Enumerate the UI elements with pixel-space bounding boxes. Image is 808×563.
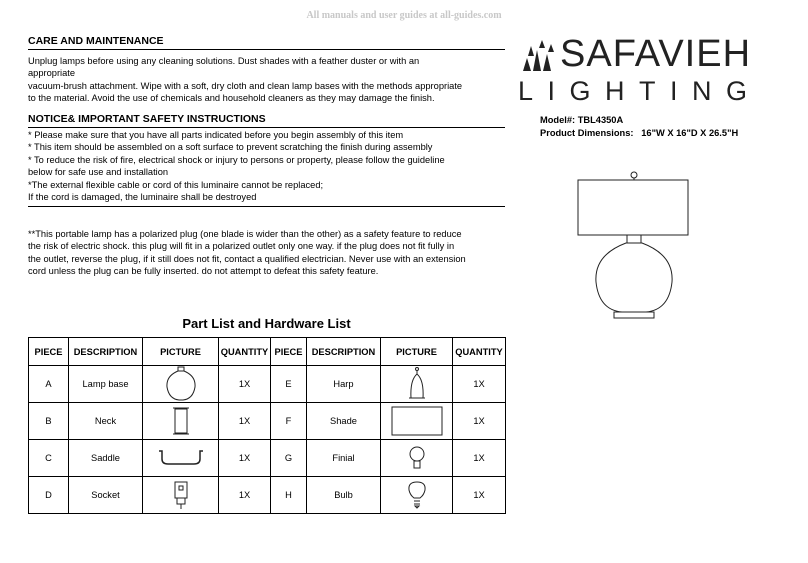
plug-line: cord unless the plug can be fully inserted. do not attempt to defeat this safety feature.: [28, 266, 379, 277]
parts-table: [28, 337, 506, 514]
safety-line: If the cord is damaged, the luminaire shall be destroyed: [28, 192, 257, 203]
picture-cell: [381, 403, 453, 440]
plug-notice: [28, 228, 505, 278]
piece-cell: H: [271, 477, 307, 514]
brand-subname: LIGHTING: [518, 76, 762, 106]
table-row: [29, 477, 506, 514]
picture-cell: [381, 366, 453, 403]
description-cell: Shade: [307, 403, 381, 440]
piece-cell: D: [29, 477, 69, 514]
plug-line: **This portable lamp has a polarized plug (one blade is wider than the other) as a safety feature to reduce: [28, 229, 462, 239]
brand-name: SAFAVIEH: [560, 33, 752, 75]
piece-cell: A: [29, 366, 69, 403]
watermark: All manuals and user guides at all-guides.com: [306, 10, 502, 21]
plug-line: the outlet, reverse the plug, if it still does not fit, contact a qualified electrician. Never use with an extension: [28, 253, 466, 264]
socket-icon: [171, 480, 191, 510]
piece-cell: F: [271, 403, 307, 440]
safety-line: * This item should be assembled on a soft surface to prevent scratching the finish during assembly: [28, 142, 433, 153]
lamp-illustration-icon: [574, 170, 694, 325]
picture-cell: [143, 366, 219, 403]
picture-cell: [381, 440, 453, 477]
table-row: [29, 366, 506, 403]
lamp-base-icon: [164, 366, 198, 402]
description-cell: Harp: [307, 366, 381, 403]
picture-cell: [143, 477, 219, 514]
product-dimensions: [540, 128, 738, 138]
shade-icon: [391, 406, 443, 436]
header-picture: PICTURE: [143, 338, 219, 366]
description-cell: Neck: [69, 403, 143, 440]
dims-value: 16"W X 16"D X 26.5"H: [641, 128, 739, 138]
header-description: DESCRIPTION: [69, 338, 143, 366]
table-header-row: [29, 338, 506, 366]
picture-cell: [381, 477, 453, 514]
header-quantity: QUANTITY: [453, 338, 506, 366]
model-number: [540, 115, 623, 125]
quantity-cell: 1X: [219, 440, 271, 477]
table-row: [29, 440, 506, 477]
header-description: DESCRIPTION: [307, 338, 381, 366]
header-picture: PICTURE: [381, 338, 453, 366]
safety-text: [28, 129, 505, 203]
finial-icon: [407, 445, 427, 471]
plug-line: the risk of electric shock. this plug will fit in a polarized outlet only one way. if the plug does not fit fully in: [28, 241, 455, 252]
care-title: CARE AND MAINTENANCE: [28, 35, 505, 50]
safety-line: *The external flexible cable or cord of this luminaire cannot be replaced;: [28, 179, 324, 190]
header-piece: PIECE: [29, 338, 69, 366]
header-quantity: QUANTITY: [219, 338, 271, 366]
safety-line: below for safe use and installation: [28, 167, 169, 178]
section-divider: [28, 206, 505, 207]
safety-title: NOTICE& IMPORTANT SAFETY INSTRUCTIONS: [28, 113, 505, 128]
quantity-cell: 1X: [219, 403, 271, 440]
quantity-cell: 1X: [453, 403, 506, 440]
table-row: [29, 403, 506, 440]
care-line: to the material. Avoid the use of chemicals and household cleaners as they may damage the finish.: [28, 93, 435, 104]
dims-label: Product Dimensions:: [540, 128, 634, 138]
picture-cell: [143, 403, 219, 440]
picture-cell: [143, 440, 219, 477]
description-cell: Lamp base: [69, 366, 143, 403]
care-line: appropriate: [28, 68, 76, 79]
piece-cell: B: [29, 403, 69, 440]
care-text: [28, 55, 505, 105]
piece-cell: C: [29, 440, 69, 477]
neck-icon: [171, 406, 191, 436]
piece-cell: G: [271, 440, 307, 477]
quantity-cell: 1X: [219, 366, 271, 403]
description-cell: Socket: [69, 477, 143, 514]
quantity-cell: 1X: [219, 477, 271, 514]
brand-emblem-icon: [519, 40, 559, 72]
quantity-cell: 1X: [453, 440, 506, 477]
model-label: Model#:: [540, 115, 576, 125]
description-cell: Saddle: [69, 440, 143, 477]
care-line: vacuum-brush attachment. Wipe with a soft, dry cloth and clean lamp bases with the methods appropriate: [28, 80, 463, 91]
model-value: TBL4350A: [577, 115, 624, 125]
parts-table-title: Part List and Hardware List: [182, 316, 351, 331]
harp-icon: [406, 366, 428, 402]
header-piece: PIECE: [271, 338, 307, 366]
saddle-icon: [156, 447, 206, 469]
quantity-cell: 1X: [453, 366, 506, 403]
bulb-icon: [406, 480, 428, 510]
description-cell: Finial: [307, 440, 381, 477]
piece-cell: E: [271, 366, 307, 403]
safety-line: * To reduce the risk of fire, electrical shock or injury to persons or property, please follow the guideline: [28, 154, 445, 165]
description-cell: Bulb: [307, 477, 381, 514]
care-line: Unplug lamps before using any cleaning solutions. Dust shades with a feather duster or with an: [28, 56, 420, 66]
quantity-cell: 1X: [453, 477, 506, 514]
safety-line: * Please make sure that you have all parts indicated before you begin assembly of this item: [28, 130, 404, 140]
